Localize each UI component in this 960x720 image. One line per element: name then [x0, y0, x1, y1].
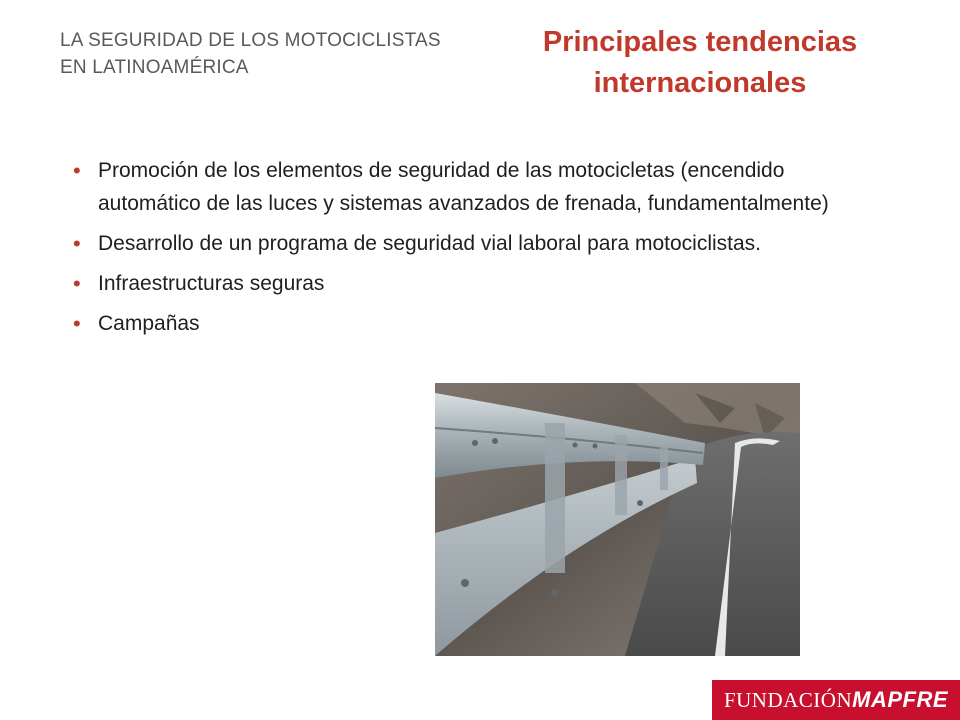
section-kicker — [60, 27, 480, 81]
logo-text-mapfre: MAPFRE — [852, 687, 949, 712]
bullet-item: • Campañas — [70, 307, 830, 340]
kicker-line-2: EN LATINOAMÉRICA — [60, 57, 249, 78]
logo-text-fundacion: FUNDACIÓN — [723, 687, 853, 712]
title-line-2: internacionales — [593, 67, 807, 99]
slide-title — [500, 22, 900, 104]
bullet-item: • Desarrollo de un programa de seguridad vial laboral para motociclistas. — [70, 227, 830, 260]
bullet-item: • Promoción de los elementos de seguridad de las motocicletas (encendido automático de las luces y sistemas avanzados de frenada, fundamentalmente) — [70, 154, 830, 220]
fundacion-mapfre-logo — [712, 680, 960, 720]
title-line-1: Principales tendencias — [542, 26, 858, 58]
bullet-list — [70, 154, 830, 347]
guardrail-photo — [435, 383, 800, 656]
kicker-line-1: LA SEGURIDAD DE LOS MOTOCICLISTAS — [60, 30, 441, 51]
bullet-item: • Infraestructuras seguras — [70, 267, 830, 300]
